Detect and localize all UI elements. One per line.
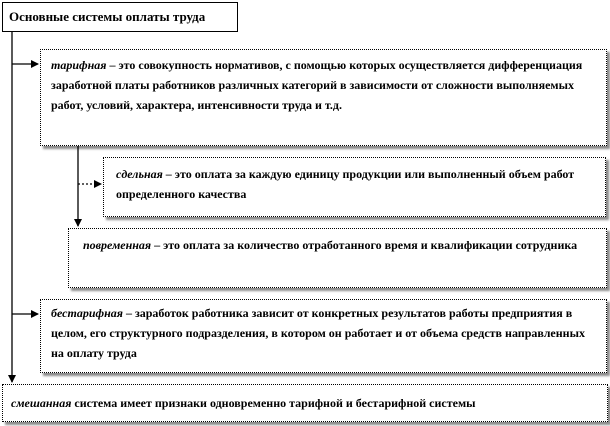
mixed-description: система имеет признаки одновременно тарифной и бестарифной системы <box>71 396 476 410</box>
povr-term: повременная <box>83 238 152 252</box>
diagram-title: Основные системы оплаты труда <box>9 9 206 24</box>
bestarif-system-box <box>40 299 607 373</box>
bestarif-description: – заработок работника зависит от конкретных результатов работы предприятия в целом, его структурного подразделения, в котором он работает и от объема средств направленных на оплату труда <box>51 306 585 360</box>
sdel-system-box <box>103 157 606 217</box>
tarif-system-box <box>40 49 607 146</box>
mixed-system-box <box>2 384 608 422</box>
tarif-description: – это совокупность нормативов, с помощью которых осуществляется дифференциация заработной платы работников различных категорий в зависимости от сложности выполняемых работ, условий, характера, интенсивности труда и т.д. <box>51 58 583 112</box>
sdel-description: – это оплата за каждую единицу продукции или выполненный объем работ определенного качества <box>116 167 575 201</box>
sdel-term: сдельная <box>116 167 163 181</box>
povr-system-box <box>68 228 607 288</box>
bestarif-term: бестарифная <box>51 306 123 320</box>
title-box <box>2 2 238 32</box>
povr-description: – это оплата за количество отработанного время и квалификации сотрудника <box>151 238 578 252</box>
tarif-term: тарифная <box>51 58 107 72</box>
mixed-term: смешанная <box>11 396 72 410</box>
